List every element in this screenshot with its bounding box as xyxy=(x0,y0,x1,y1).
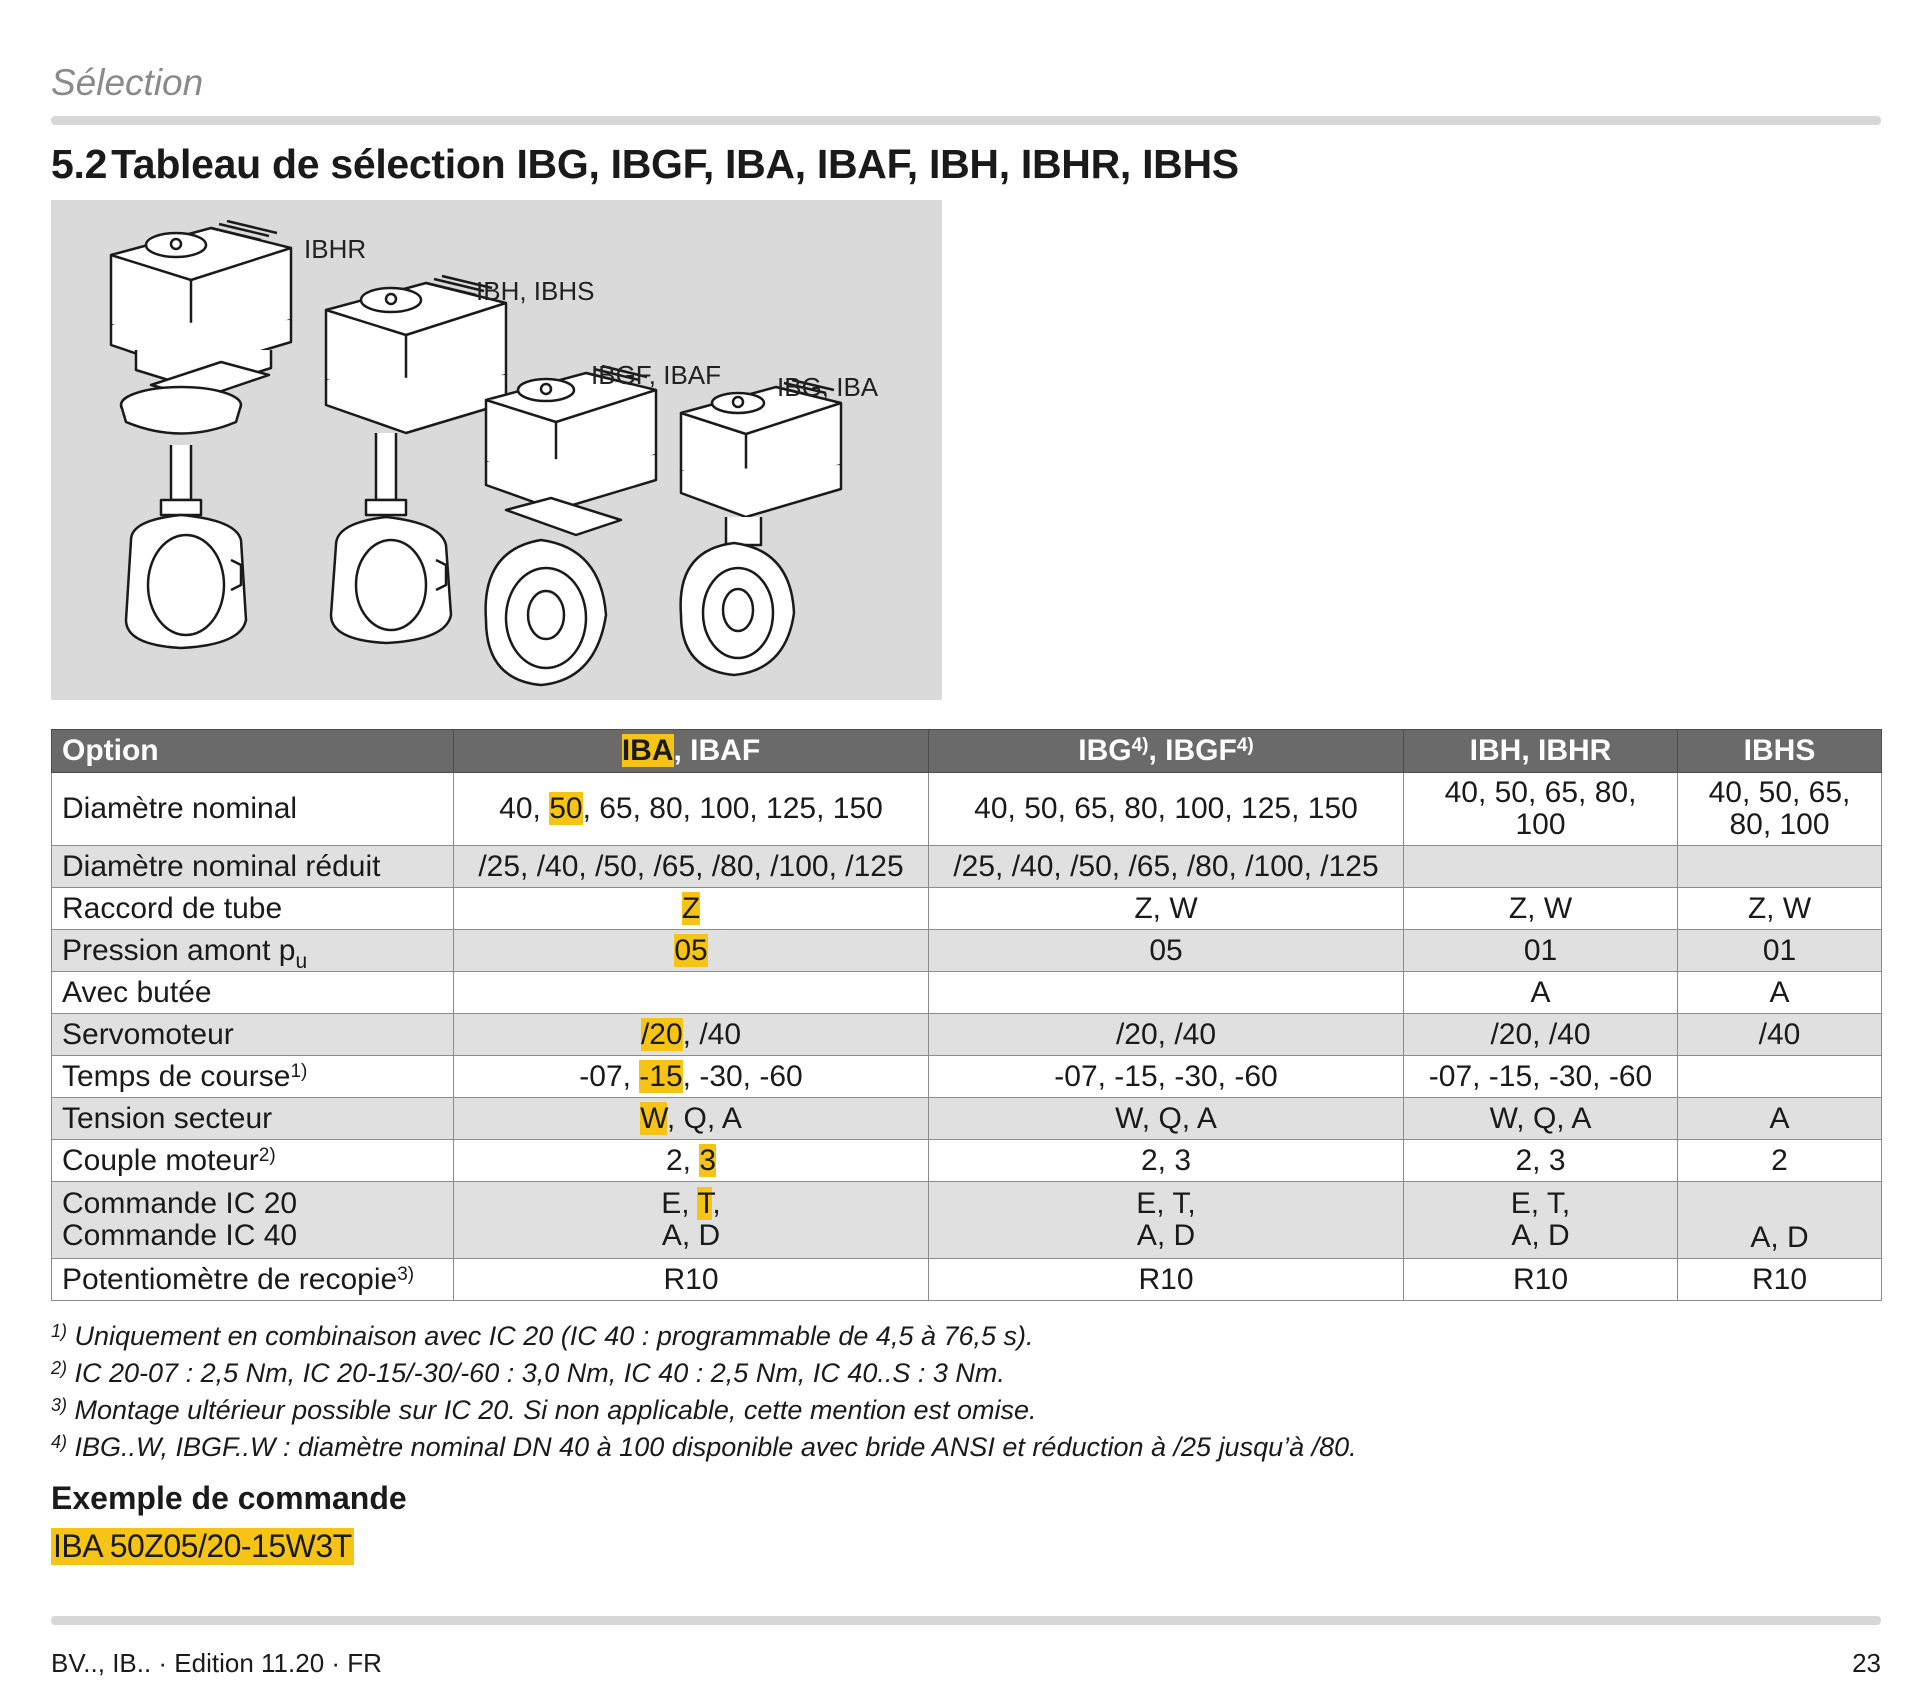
label-ibhr: IBHR xyxy=(304,234,367,264)
header-option: Option xyxy=(52,730,454,773)
footer-edition: BV.., IB.. · Edition 11.20 · FR xyxy=(51,1648,382,1678)
table-row: Diamètre nominal réduit /25, /40, /50, /65, /80, /100, /125 /25, /40, /50, /65, /80, /100, /125 xyxy=(52,846,1882,888)
page-number: 23 xyxy=(1852,1648,1881,1678)
footnotes xyxy=(51,1318,1357,1466)
footnote: $^{4)}$ IBG..W, IBGF..W : diamètre nominal DN 40 à 100 disponible avec bride ANSI et réduction à /25 jusqu’à /80. xyxy=(51,1432,1357,1462)
table-row: Avec butée A A xyxy=(52,972,1882,1014)
table-row: Raccord de tube Z Z, W Z, W Z, W xyxy=(52,888,1882,930)
header-ibhs: IBHS xyxy=(1678,730,1882,773)
footnote: $^{1)}$ Uniquement en combinaison avec IC 20 (IC 40 : programmable de 4,5 à 76,5 s). xyxy=(51,1321,1034,1351)
table-row: Diamètre nominal 40, 50, 65, 80, 100, 125, 150 40, 50, 65, 80, 100, 125, 150 40, 50, 65, 80, 100 40, 50, 65, 80, 100 xyxy=(52,773,1882,846)
ibhr-drawing xyxy=(111,221,291,648)
top-divider xyxy=(51,116,1881,125)
table-row: Temps de course$^{1)}$ -07, -15, -30, -60 -07, -15, -30, -60 -07, -15, -30, -60 xyxy=(52,1056,1882,1098)
bottom-divider xyxy=(51,1616,1881,1625)
highlight-iba: IBA xyxy=(621,734,674,767)
header-iba-ibaf: IBA, IBAF xyxy=(454,730,929,773)
table-header-row xyxy=(52,730,1882,773)
ibgf-drawing xyxy=(486,366,656,685)
header-ibg-ibgf: IBG$^{4)}$, IBGF$^{4)}$ xyxy=(929,730,1404,773)
title-text: Tableau de sélection IBG, IBGF, IBA, IBAF, IBH, IBHR, IBHS xyxy=(111,141,1239,187)
product-illustration xyxy=(51,200,942,700)
header-ibh-ibhr: IBH, IBHR xyxy=(1404,730,1678,773)
table-row: Couple moteur$^{2)}$ 2, 3 2, 3 2, 3 2 xyxy=(52,1140,1882,1182)
valve-drawings xyxy=(51,200,942,700)
footnote: $^{3)}$ Montage ultérieur possible sur IC 20. Si non applicable, cette mention est omise. xyxy=(51,1395,1037,1425)
footnote: $^{2)}$ IC 20-07 : 2,5 Nm, IC 20-15/-30/-60 : 3,0 Nm, IC 40 : 2,5 Nm, IC 40..S : 3 Nm. xyxy=(51,1358,1005,1388)
label-ibh-ibhs: IBH, IBHS xyxy=(476,276,595,306)
table-row: Servomoteur /20, /40 /20, /40 /20, /40 /40 xyxy=(52,1014,1882,1056)
order-example-title: Exemple de commande xyxy=(51,1480,407,1516)
ibg-drawing xyxy=(681,380,841,675)
table-row: Commande IC 20 Commande IC 40 E, T, A, D E, T, A, D E, T, A, D A, D xyxy=(52,1182,1882,1259)
table-row: Tension secteur W, Q, A W, Q, A W, Q, A A xyxy=(52,1098,1882,1140)
page-title xyxy=(51,141,1239,188)
label-ibg-iba: IBG, IBA xyxy=(777,372,879,402)
section-number: 5.2 xyxy=(51,141,108,187)
table-row: Potentiomètre de recopie$^{3)}$ R10 R10 R10 R10 xyxy=(52,1259,1882,1301)
section-label: Sélection xyxy=(51,62,204,103)
label-ibgf-ibaf: IBGF, IBAF xyxy=(591,360,722,390)
table-row: Pression amont $p_u$ 05 05 01 01 xyxy=(52,930,1882,972)
selection-table xyxy=(51,729,1882,1301)
order-example-code: IBA 50Z05/20-15W3T xyxy=(53,1528,352,1564)
ibh-drawing xyxy=(326,276,506,643)
